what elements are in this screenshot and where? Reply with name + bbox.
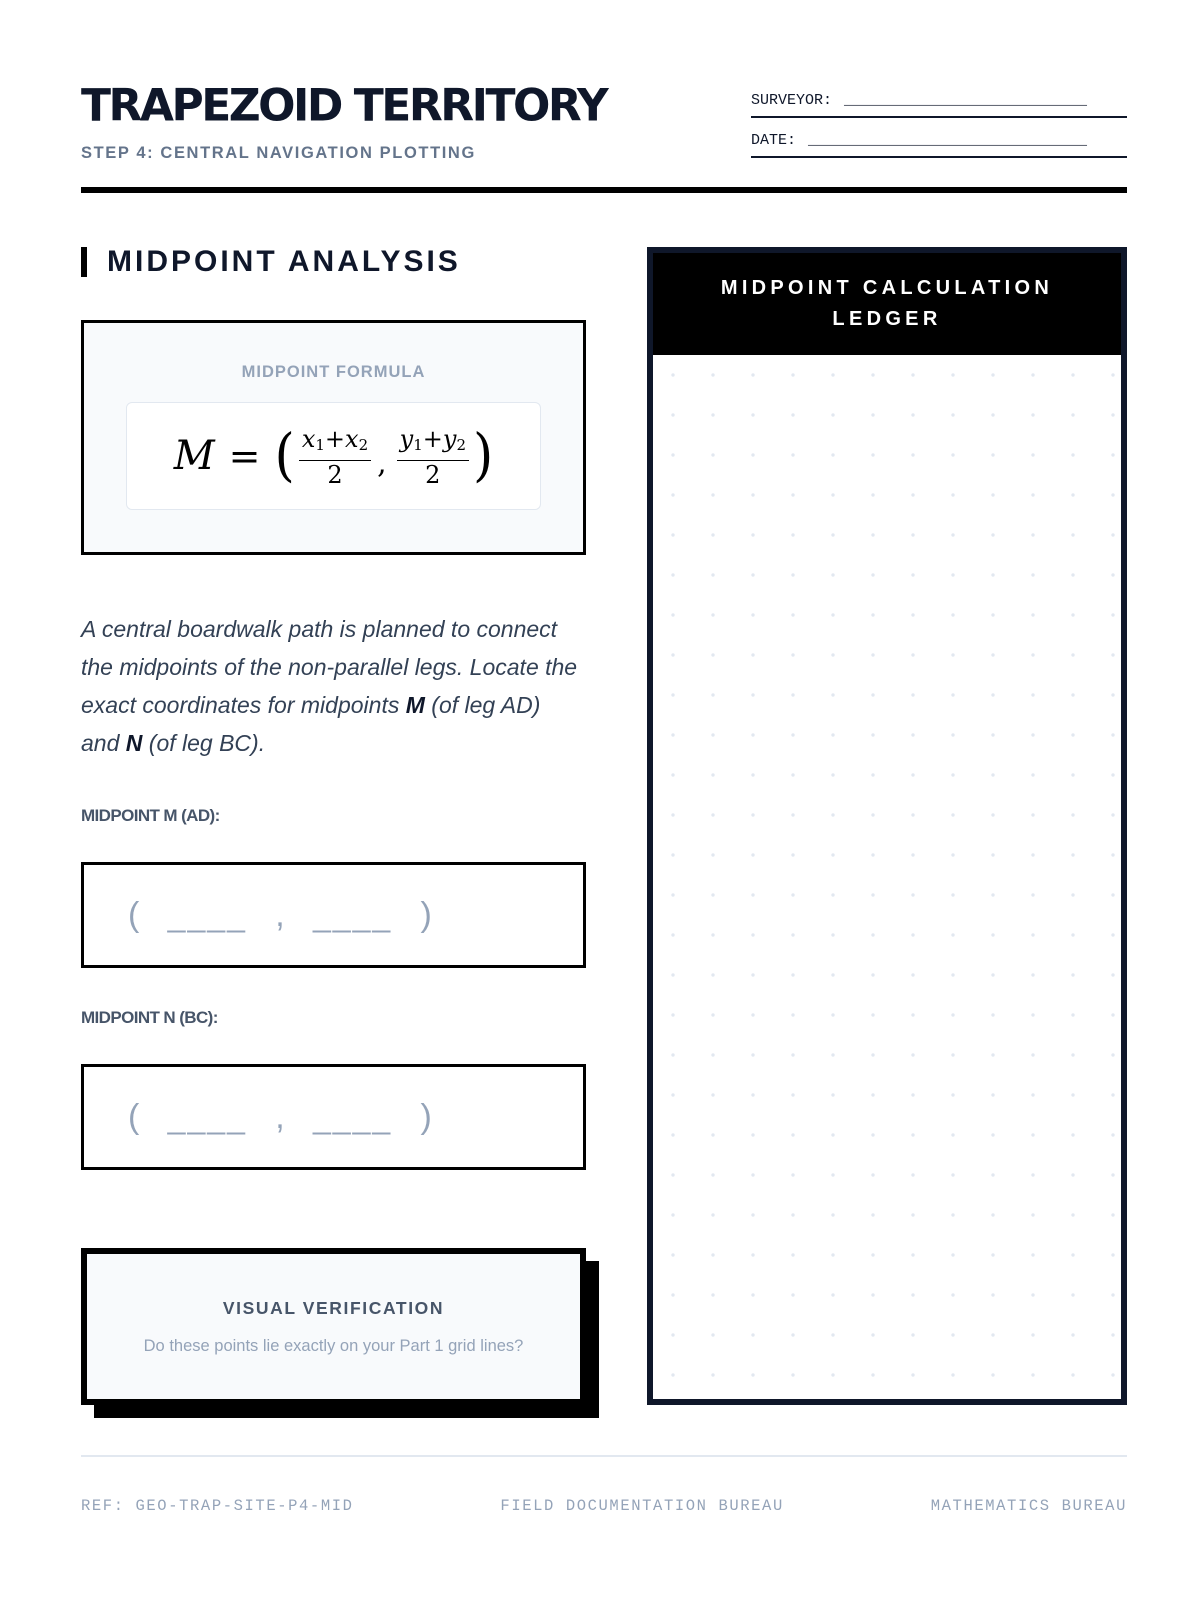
midpoint-m-placeholder: ( ____ , ____ ) (128, 895, 432, 934)
ledger-header (653, 253, 1121, 355)
date-label: DATE: (751, 132, 797, 149)
midpoint-m-input[interactable] (81, 862, 586, 968)
midpoint-formula (174, 424, 494, 489)
midpoint-m-ref: M (405, 692, 425, 718)
verification-card (81, 1248, 586, 1405)
header-divider (81, 187, 1127, 193)
formula-lhs: M (173, 433, 215, 479)
midpoint-n-input[interactable] (81, 1064, 586, 1170)
verification-title: VISUAL VERIFICATION (222, 1298, 445, 1318)
instructions-text: A central boardwalk path is planned to connect the midpoints of the non-parallel legs. Locate the exact coordinates for midpoints M (of leg AD) and N (of leg BC). (81, 616, 578, 756)
midpoint-n-ref: N (125, 730, 143, 756)
formula-label: MIDPOINT FORMULA (241, 363, 426, 381)
footer-divider (81, 1455, 1127, 1457)
x-fraction (299, 424, 371, 489)
page-title: TRAPEZOID TERRITORY (81, 79, 607, 132)
footer-center: FIELD DOCUMENTATION BUREAU (500, 1497, 784, 1515)
formula-equals: = (228, 434, 261, 478)
ledger-dot-grid-workspace[interactable] (653, 355, 1121, 1399)
x-denominator: 2 (327, 460, 343, 489)
formula-close-paren: ) (472, 423, 494, 489)
formula-card (81, 320, 586, 555)
formula-comma: , (377, 445, 387, 481)
verification-question: Do these points lie exactly on your Part 1 grid lines? (143, 1337, 524, 1355)
footer-right: MATHEMATICS BUREAU (930, 1497, 1127, 1515)
formula-open-paren: ( (274, 423, 295, 489)
midpoint-n-placeholder: ( ____ , ____ ) (128, 1097, 432, 1136)
formula-display (126, 402, 541, 510)
section-title: MIDPOINT ANALYSIS (107, 245, 461, 278)
page-footer (81, 1497, 1127, 1515)
page-header (81, 78, 1127, 194)
footer-ref: REF: GEO-TRAP-SITE-P4-MID (81, 1497, 354, 1515)
y-fraction (397, 424, 469, 489)
date-field[interactable] (751, 118, 1127, 158)
section-heading (81, 246, 461, 278)
y-numerator: $y_1+y_2$ (397, 424, 469, 461)
x-numerator: $x_1+x_2$ (299, 424, 371, 461)
ledger-title: MIDPOINT CALCULATION LEDGER (720, 277, 1054, 330)
midpoint-m-label: MIDPOINT M (AD): (81, 806, 220, 825)
calculation-ledger (647, 247, 1127, 1405)
midpoint-n-label: MIDPOINT N (BC): (81, 1008, 218, 1027)
surveyor-label: SURVEYOR: (751, 92, 833, 109)
surveyor-field[interactable] (751, 78, 1127, 118)
section-accent-bar (81, 247, 87, 277)
date-blank[interactable]: _______________________________ (808, 132, 1088, 149)
y-denominator: 2 (425, 460, 441, 489)
meta-fields (751, 78, 1127, 158)
page-subtitle: STEP 4: CENTRAL NAVIGATION PLOTTING (81, 144, 476, 162)
surveyor-blank[interactable]: ___________________________ (844, 92, 1088, 109)
